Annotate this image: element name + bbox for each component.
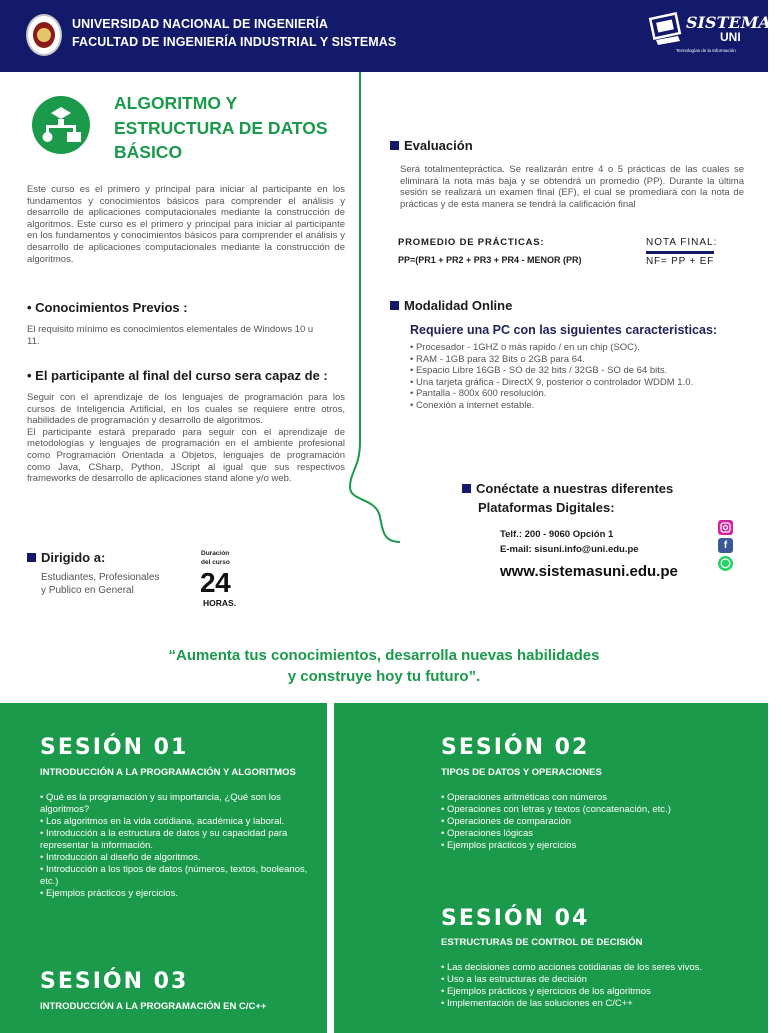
- duration-value: 24: [200, 567, 231, 598]
- evaluation-body: Será totalmentepráctica. Se realizarán entre 4 o 5 prácticas de las cuales se eliminará la nota más baja y se obtendrá un promedio (PP). Durante la última sesión se realizará un examen final (EF), el cual se promediará con la nota de prácticas y de esta manera se tendrá la calificación final: [400, 164, 744, 210]
- list-item: • Implementación de las soluciones en C/C++: [441, 998, 633, 1009]
- final-underline: [646, 251, 714, 254]
- session-02-list: [441, 792, 741, 852]
- list-item: • Operaciones con letras y textos (concatenación, etc.): [441, 804, 671, 815]
- brand-bottom: UNI: [720, 30, 741, 44]
- list-item: • Espacio Libre 16GB - SO de 32 bits / 32GB - SO de 64 bits.: [410, 365, 668, 377]
- list-item: • Introducción al diseño de algoritmos.: [40, 852, 201, 863]
- contact-heading: Conéctate a nuestras diferentes Plataformas Digitales:: [462, 479, 722, 517]
- session-03-title: SESIÓN 03: [40, 969, 189, 994]
- list-item: • Introducción a los tipos de datos (números, textos, booleanos, etc.): [40, 864, 308, 887]
- list-item: • Qué es la programación y su importancia, ¿Qué son los algoritmos?: [40, 792, 281, 815]
- session-04-subtitle: ESTRUCTURAS DE CONTROL DE DECISIÓN: [441, 937, 643, 948]
- list-item: • Una tarjeta gráfica - DirectX 9, posterior o controlador WDDM 1.0.: [410, 376, 694, 388]
- list-item: • Los algoritmos en la vida cotidiana, académica y laboral.: [40, 816, 285, 827]
- requirements-heading: Requiere una PC con las siguientes caracteristicas:: [410, 323, 718, 337]
- contact-phone: Telf.: 200 - 9060 Opción 1: [500, 529, 614, 540]
- evaluation-heading: Evaluación: [390, 138, 473, 153]
- monitor-logo-icon: [648, 10, 688, 50]
- avg-label: PROMEDIO DE PRÁCTICAS:: [398, 237, 545, 248]
- course-intro: Este curso es el primero y principal para iniciar al participante en los fundamentos y conocimientos básicos para comprender el análisis y desarrollo de aplicaciones computacionales mediante la construcción de algoritmos. Este curso es el primero y principal para iniciar al participante en los fundamentos y conocimientos básicos para comprender el análisis y desarrollo de aplicaciones computacionales mediante la construcción de algoritmos.: [27, 184, 345, 265]
- outcomes-body: Seguir con el aprendizaje de los lenguajes de programación para los cursos de Inteligencia Artificial, en los cuales se requiere entre otros, habilidades de programación y desarrollo de algoritmos. El participante estará preparado para seguir con el aprendizaje de metodologías y lenguajes de programación en el ambiente profesional como Programación Orientada a Objetos, lenguajes de programación como Java, CSharp, Python, JScript al igual que sus respectivos frameworks de desarrollo de aplicaciones stand alone y/o web.: [27, 392, 345, 485]
- duration-label-1: Duración: [201, 550, 230, 557]
- session-01-subtitle: INTRODUCCIÓN A LA PROGRAMACIÓN Y ALGORITMOS: [40, 767, 296, 778]
- sessions-panel-left: [0, 703, 327, 1033]
- list-item: • Pantalla - 800x 600 resolución.: [410, 388, 547, 400]
- list-item: • Conexión a internet estable.: [410, 399, 535, 411]
- audience-body: Estudiantes, Profesionales y Publico en General: [41, 572, 160, 596]
- session-03-subtitle: INTRODUCCIÓN A LA PROGRAMACIÓN EN C/C++: [40, 1001, 267, 1012]
- list-item: • Las decisiones como acciones cotidianas de los seres vivos.: [441, 962, 703, 973]
- prerequisites-body: El requisito mínimo es conocimientos elementales de Windows 10 u 11.: [27, 324, 314, 347]
- list-item: • Procesador - 1GHZ o más rapido / en un chip (SOC).: [410, 342, 640, 353]
- faculty-name: FACULTAD DE INGENIERÍA INDUSTRIAL Y SISTEMAS: [72, 35, 397, 49]
- list-item: • Ejemplos prácticos y ejercicios.: [40, 888, 178, 899]
- bullet-square-icon: [390, 141, 399, 150]
- requirements-list: [410, 342, 693, 412]
- session-01-list: [40, 792, 312, 900]
- audience-heading: Dirigido a:: [27, 550, 105, 565]
- list-item: • Ejemplos prácticos y ejercicios de los algoritmos: [441, 986, 651, 997]
- whatsapp-icon[interactable]: [718, 556, 733, 571]
- brand-top: SISTEMAS: [686, 13, 782, 32]
- list-item: • RAM - 1GB para 32 Bits o 2GB para 64.: [410, 353, 585, 365]
- avg-formula: PP=(PR1 + PR2 + PR3 + PR4 - MENOR (PR): [398, 255, 582, 265]
- modality-heading: Modalidad Online: [390, 298, 512, 313]
- list-item: • Operaciones lógicas: [441, 828, 534, 839]
- duration-label-2: del curso: [201, 559, 230, 566]
- final-label: NOTA FINAL:: [646, 237, 718, 248]
- bullet-square-icon: [27, 553, 36, 562]
- prerequisites-heading: • Conocimientos Previos :: [27, 300, 188, 315]
- university-name: UNIVERSIDAD NACIONAL DE INGENIERÍA: [72, 17, 328, 31]
- header-bar: [0, 0, 782, 72]
- session-01-title: SESIÓN 01: [40, 735, 189, 760]
- list-item: • Uso a las estructuras de decisión: [441, 974, 587, 985]
- sessions-panel-right: [334, 703, 768, 1033]
- list-item: • Operaciones aritméticas con números: [441, 792, 607, 803]
- list-item: • Ejemplos prácticos y ejercicios: [441, 840, 577, 851]
- session-02-subtitle: TIPOS DE DATOS Y OPERACIONES: [441, 767, 602, 778]
- flowchart-icon: [32, 96, 90, 154]
- outcomes-heading: • El participante al final del curso sera capaz de :: [27, 368, 328, 383]
- website-link[interactable]: www.sistemasuni.edu.pe: [500, 563, 678, 580]
- duration-unit: HORAS.: [203, 598, 237, 608]
- motivational-quote: “Aumenta tus conocimientos, desarrolla nuevas habilidades y construye hoy tu futuro”.: [168, 647, 600, 685]
- session-04-list: [441, 962, 731, 1010]
- university-seal-icon: [26, 14, 62, 56]
- list-item: • Operaciones de comparación: [441, 816, 572, 827]
- brand-tagline: Tecnologías de la Información: [676, 48, 736, 53]
- final-formula: NF= PP + EF: [646, 256, 715, 267]
- bullet-square-icon: [390, 301, 399, 310]
- bullet-square-icon: [462, 484, 471, 493]
- contact-email[interactable]: E-mail: sisuni.info@uni.edu.pe: [500, 544, 639, 555]
- facebook-icon[interactable]: f: [718, 538, 733, 553]
- list-item: • Introducción a la estructura de datos y su capacidad para representar la información.: [40, 828, 288, 851]
- session-02-title: SESIÓN 02: [441, 735, 590, 760]
- course-title: ALGORITMO Y ESTRUCTURA DE DATOS BÁSICO: [114, 93, 328, 162]
- instagram-icon[interactable]: [718, 520, 733, 535]
- sistemas-uni-logo: [648, 10, 782, 58]
- session-04-title: SESIÓN 04: [441, 906, 590, 931]
